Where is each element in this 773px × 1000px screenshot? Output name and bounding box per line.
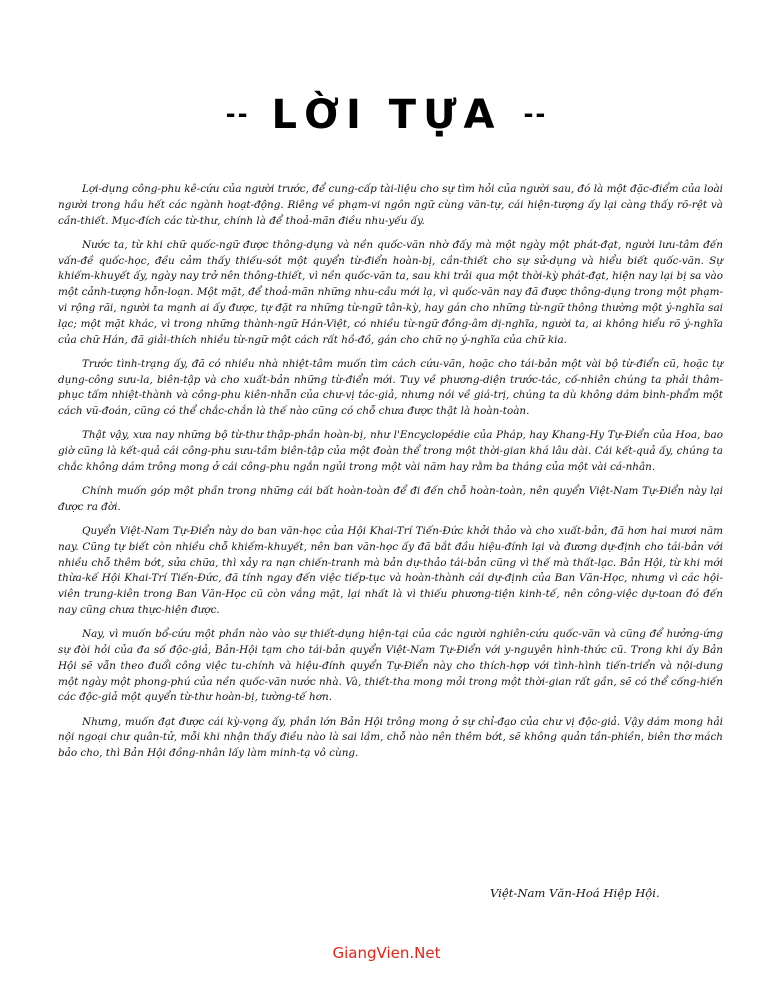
title-dash-left: -- [225,100,250,128]
title-text: LỜI TỰA [271,92,502,138]
paragraph: Nhưng, muốn đạt được cái kỳ-vọng ấy, phần lớn Bản Hội trông mong ở sự chỉ-đạo của chư vị độc-giả. Vậy dám mong hải nội ngoại chư quân-tử, mỗi khi nhận thấy điều nào là sai lầm, chỗ nào nên thêm bớt, sẽ không quản tần-phiền, biên thơ mách bảo cho, thì Bản Hội đồng-nhân lấy làm minh-tạ vô cùng. [58,715,723,760]
page-title [0,92,773,138]
paragraph: Quyển Việt-Nam Tự-Điển này do ban văn-học của Hội Khai-Trí Tiến-Đức khởi thảo và cho xuất-bản, đã hơn hai mươi năm nay. Cũng tự biết còn nhiều chỗ khiếm-khuyết, nên ban văn-học ấy đã bắt đầu hiệu-đính lại và đương dự-định cho tái-bản với nhiều chỗ thêm bớt, sửa chữa, thì xảy ra nạn chiến-tranh mà bản dự-thảo tái-bản cũng vì thế mà thất-lạc. Bản Hội, từ khi mới thừa-kế Hội Khai-Trí Tiến-Đức, đã tính ngay đến việc tiếp-tục và hoàn-thành cái dự-định của Ban Văn-Học, nhưng vì các hội-viên trung-kiên trong Ban Văn-Học cũ còn vắng mặt, lại nhất là vì thiếu phương-tiện kinh-tế, nên công-việc dự-toan đó đến nay cũng chưa thực-hiện được. [58,525,723,617]
title-dash-right: -- [523,100,548,128]
signature: Việt-Nam Văn-Hoá Hiệp Hội. [490,886,660,900]
paragraph: Nước ta, từ khi chữ quốc-ngữ được thông-dụng và nền quốc-văn nhờ đấy mà một ngày một phát-đạt, người lưu-tâm đến vấn-đề quốc-học, đều cảm thấy thiếu-sót một quyển từ-điển hoàn-bị, cần-thiết cho sự sử-dụng và hiểu biết quốc-văn. Sự khiếm-khuyết ấy, ngày nay trở nên thông-thiết, vì nền quốc-văn ta, sau khi trải qua một thời-kỳ phát-đạt, hiện nay lại bị sa vào một cảnh-tượng hỗn-loạn. Một mặt, để thoả-mãn những nhu-cầu mới lạ, vì quốc-văn nay đã được thông-dụng trong một phạm-vi rộng rãi, người ta mạnh ai ấy được, tự đặt ra những từ-ngữ tân-kỳ, hay gán cho những từ-ngữ thông thường một ý-nghĩa sai lạc; một mặt khác, vì trong những thành-ngữ Hán-Việt, có nhiều từ-ngữ đồng-âm dị-nghĩa, người ta, ai không hiểu rõ ý-nghĩa của chữ Hán, đã giải-thích nhiều từ-ngữ một cách rất hồ-đồ, gán cho chữ nọ ý-nghĩa của chữ kia. [58,238,723,346]
document-body [58,182,723,770]
paragraph: Thật vậy, xưa nay những bộ từ-thư thập-phần hoàn-bị, như l'Encyclopédie của Pháp, hay Khang-Hy Tự-Điển của Hoa, bao giờ cũng là kết-quả cái công-phu sưu-tầm biên-tập của một đoàn thể trong một thời-gian khá lâu dài. Cái kết-quả ấy, chúng ta chắc không dám trông mong ở cái công-phu ngắn ngủi trong một vài năm hay rằm ba tháng của một vài cá-nhân. [58,429,723,473]
watermark-text: GiangVien.Net [332,944,441,962]
paragraph: Nay, vì muốn bổ-cứu một phần nào vào sự thiết-dụng hiện-tại của các người nghiên-cứu quốc-văn và cũng để hưởng-ứng sự đòi hỏi của đa số độc-giả, Bản-Hội tạm cho tái-bản quyển Việt-Nam Tự-Điển với y-nguyên hình-thức cũ. Trong khi ấy Bản Hội sẽ vẫn theo đuổi công việc tu-chính và hiệu-đính quyển Tự-Điển này cho thích-hợp với tình-hình tiến-triển và nội-dung một ngày một phong-phú của nền quốc-văn nước nhà. Và, thiết-tha mong mỏi trong một thời-gian rất gần, sẽ có thể cống-hiến các độc-giả một quyển từ-thư hoàn-bị, tường-tế hơn. [58,628,723,704]
paragraph: Lợi-dụng công-phu kê-cứu của người trước, để cung-cấp tài-liệu cho sự tìm hỏi của người sau, đó là một đặc-điểm của loài người trong hầu hết các ngành hoạt-động. Riêng về phạm-vi ngôn ngữ cùng văn-tự, cái hiện-tượng ấy lại càng thấy rõ-rệt và cần-thiết. Mục-đích các từ-thư, chính là để thoả-mãn điều nhu-yếu ấy. [58,183,723,227]
paragraph: Trước tình-trạng ấy, đã có nhiều nhà nhiệt-tâm muốn tìm cách cứu-vãn, hoặc cho tái-bản một vài bộ từ-điển cũ, hoặc tự dụng-công sưu-la, biên-tập và cho xuất-bản những từ-điển mới. Tuy về phương-diện trước-tác, cố-nhiên chúng ta phải thâm-phục tấm nhiệt-thành và công-phu kiên-nhẫn của chư-vị tác-giả, nhưng nói về giá-trị, chúng ta dù không dám bình-phẩm một cách vũ-đoán, cũng có thể chắc-chắn là thế nào cũng có chỗ chưa được thật là hoàn-toàn. [58,357,723,418]
paragraph: Chính muốn góp một phần trong những cái bất hoàn-toàn để đi đến chỗ hoàn-toàn, nên quyển Việt-Nam Tự-Điển này lại được ra đời. [58,485,723,513]
